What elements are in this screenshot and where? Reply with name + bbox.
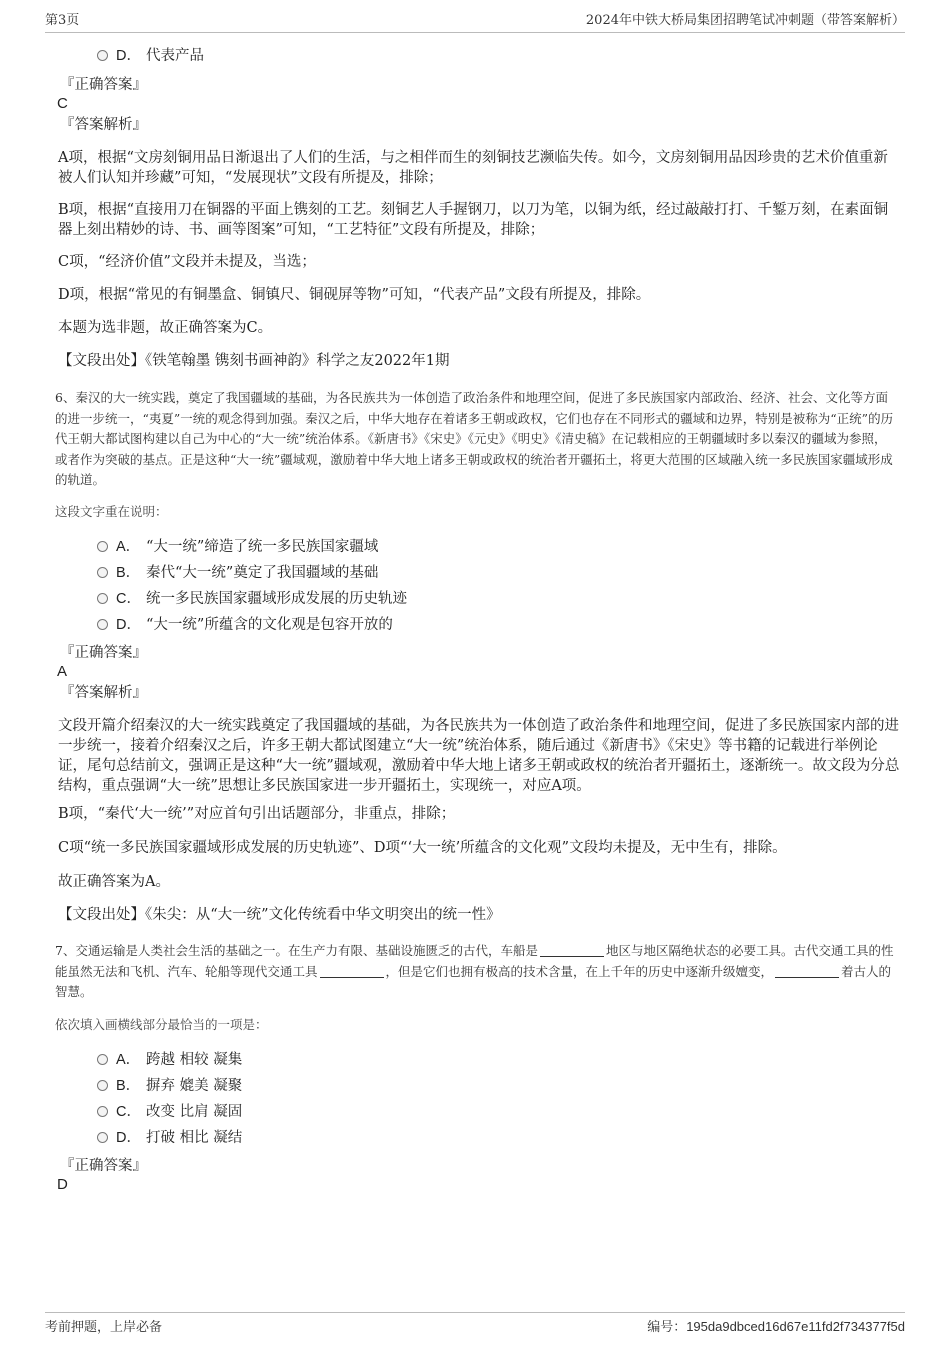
radio-icon[interactable] [97,1106,108,1117]
analysis-paragraph: B项，根据“直接用刀在铜器的平面上镌刻的工艺。刻铜艺人手握钢刀，以刀为笔，以铜为纸，经过敲敲打打、千錾万刻，在素面铜器上刻出精妙的诗、书、画等图案”可知，“工艺特征”文段有所提及，排除； [58,202,889,238]
page-footer [45,1312,905,1337]
answer-label: 『正确答案』 [60,77,147,93]
question-7-text-part: 地区与地区隔绝状态的必要工具。古代交通工具的性能虽然无法和飞机、汽车、轮船等现代交通工具 [55,943,894,979]
radio-icon[interactable] [97,50,108,61]
question-7-text [55,941,898,1003]
fill-blank[interactable] [320,965,384,978]
option-text: 打破 相比 凝结 [146,1130,243,1146]
analysis-paragraph: B项，“秦代‘大一统’”对应首句引出话题部分，非重点，排除； [58,806,456,822]
q7-option-c[interactable] [97,1102,242,1122]
option-text: “大一统”缔造了统一多民族国家疆域 [146,539,379,555]
option-letter: D． [116,48,141,64]
q7-option-a[interactable] [97,1050,242,1070]
option-letter: A． [116,539,141,555]
option-text: 摒弃 媲美 凝聚 [146,1078,243,1094]
analysis-paragraph: C项“统一多民族国家疆域形成发展的历史轨迹”、D项“‘大一统’所蕴含的文化观”文段均未提及，无中生有，排除。 [58,840,787,856]
question-6-stem: 这段文字重在说明： [55,504,168,519]
question-7-text-part: ，但是它们也拥有极高的技术含量，在上千年的历史中逐渐升级嬗变， [385,963,774,979]
q7-option-b[interactable] [97,1076,242,1096]
option-letter: C． [116,591,141,607]
analysis-paragraph: 本题为选非题，故正确答案为C。 [58,320,273,336]
q7-option-d[interactable] [97,1128,242,1148]
q6-option-a[interactable] [97,537,378,557]
fill-blank[interactable] [775,965,839,978]
radio-icon[interactable] [97,1054,108,1065]
option-letter: B． [116,1078,141,1094]
radio-icon[interactable] [97,1132,108,1143]
analysis-paragraph: 故正确答案为A。 [58,874,170,890]
source-citation: 【文段出处】《朱尖：从“大一统”文化传统看中华文明突出的统一性》 [58,907,501,923]
q6-option-b[interactable] [97,563,378,583]
option-text: 改变 比肩 凝固 [146,1104,243,1120]
page-number: 第3页 [45,13,80,28]
option-text: 统一多民族国家疆域形成发展的历史轨迹 [146,591,407,607]
option-letter: D． [116,1130,141,1146]
option-letter: A． [116,1052,141,1068]
radio-icon[interactable] [97,1080,108,1091]
q6-option-c[interactable] [97,589,407,609]
question-7-stem: 依次填入画横线部分最恰当的一项是： [55,1017,268,1032]
question-7-text-part: 7、交通运输是人类社会生活的基础之一。在生产力有限、基础设施匮乏的古代，车船是 [55,943,538,958]
option-letter: B． [116,565,141,581]
document-title: 2024年中铁大桥局集团招聘笔试冲刺题（带答案解析） [585,13,905,28]
fill-blank[interactable] [540,944,604,957]
answer-value: D [57,1176,68,1193]
option-letter: D． [116,617,141,633]
analysis-label: 『答案解析』 [60,117,147,133]
answer-value: C [57,95,68,112]
radio-icon[interactable] [97,567,108,578]
prev-option-d[interactable] [97,46,204,66]
answer-label: 『正确答案』 [60,1158,147,1174]
page-header [45,12,905,33]
document-id: 编号：195da9dbced16d67e11fd2f734377f5d [647,1319,905,1334]
analysis-paragraph: C项，“经济价值”文段并未提及，当选； [58,254,316,270]
answer-label: 『正确答案』 [60,645,147,661]
radio-icon[interactable] [97,619,108,630]
radio-icon[interactable] [97,541,108,552]
analysis-paragraph: D项，根据“常见的有铜墨盒、铜镇尺、铜砚屏等物”可知，“代表产品”文段有所提及，排除。 [58,287,651,303]
analysis-paragraph: 文段开篇介绍秦汉的大一统实践奠定了我国疆域的基础，为各民族共为一体创造了政治条件和地理空间，促进了多民族国家内部的进一步统一，接着介绍秦汉之后，许多王朝大都试图建立“大一统”统治体系，随后通过《新唐书》《宋史》等书籍的记载进行举例论证，尾句总结前文，强调正是这种“大一统”疆域观，激励着中华大地上诸多王朝或政权的统治者开疆拓土，逐渐统一。故文段为分总结构，重点强调“大一统”思想让多民族国家进一步开疆拓土，实现统一，对应A项。 [58,718,900,794]
source-citation: 【文段出处】《铁笔翰墨 镌刻书画神韵》科学之友2022年1期 [58,353,450,369]
analysis-paragraph: A项，根据“文房刻铜用品日渐退出了人们的生活，与之相伴而生的刻铜技艺濒临失传。如今，文房刻铜用品因珍贵的艺术价值重新被人们认知并珍藏”可知，“发展现状”文段有所提及，排除； [58,150,888,186]
option-letter: C． [116,1104,141,1120]
q6-option-d[interactable] [97,615,393,635]
option-text: 秦代“大一统”奠定了我国疆域的基础 [146,565,379,581]
option-text: “大一统”所蕴含的文化观是包容开放的 [146,617,393,633]
option-text: 代表产品 [146,48,204,64]
footer-slogan: 考前押题，上岸必备 [45,1320,163,1335]
radio-icon[interactable] [97,593,108,604]
option-text: 跨越 相较 凝集 [146,1052,243,1068]
answer-value: A [57,663,68,680]
question-6-text: 6、秦汉的大一统实践，奠定了我国疆域的基础，为各民族共为一体创造了政治条件和地理空间，促进了多民族国家内部政治、经济、社会、文化等方面的进一步统一，“夷夏”一统的观念得到加强。秦汉之后，中华大地存在着诸多王朝或政权，它们也存在不同形式的疆域和边界，特别是被称为“正统”的历代王朝大都试图构建以自己为中心的“大一统”统治体系。《新唐书》《宋史》《元史》《明史》《清史稿》在记载相应的王朝疆域时多以秦汉的疆域为参照，或者作为突破的基点。正是这种“大一统”疆域观，激励着中华大地上诸多王朝或政权的统治者开疆拓土，将更大范围的区域融入统一多民族国家疆域形成的轨道。 [55,390,894,487]
analysis-label: 『答案解析』 [60,685,147,701]
question-7-text-part: 着古人的智慧。 [55,963,892,999]
